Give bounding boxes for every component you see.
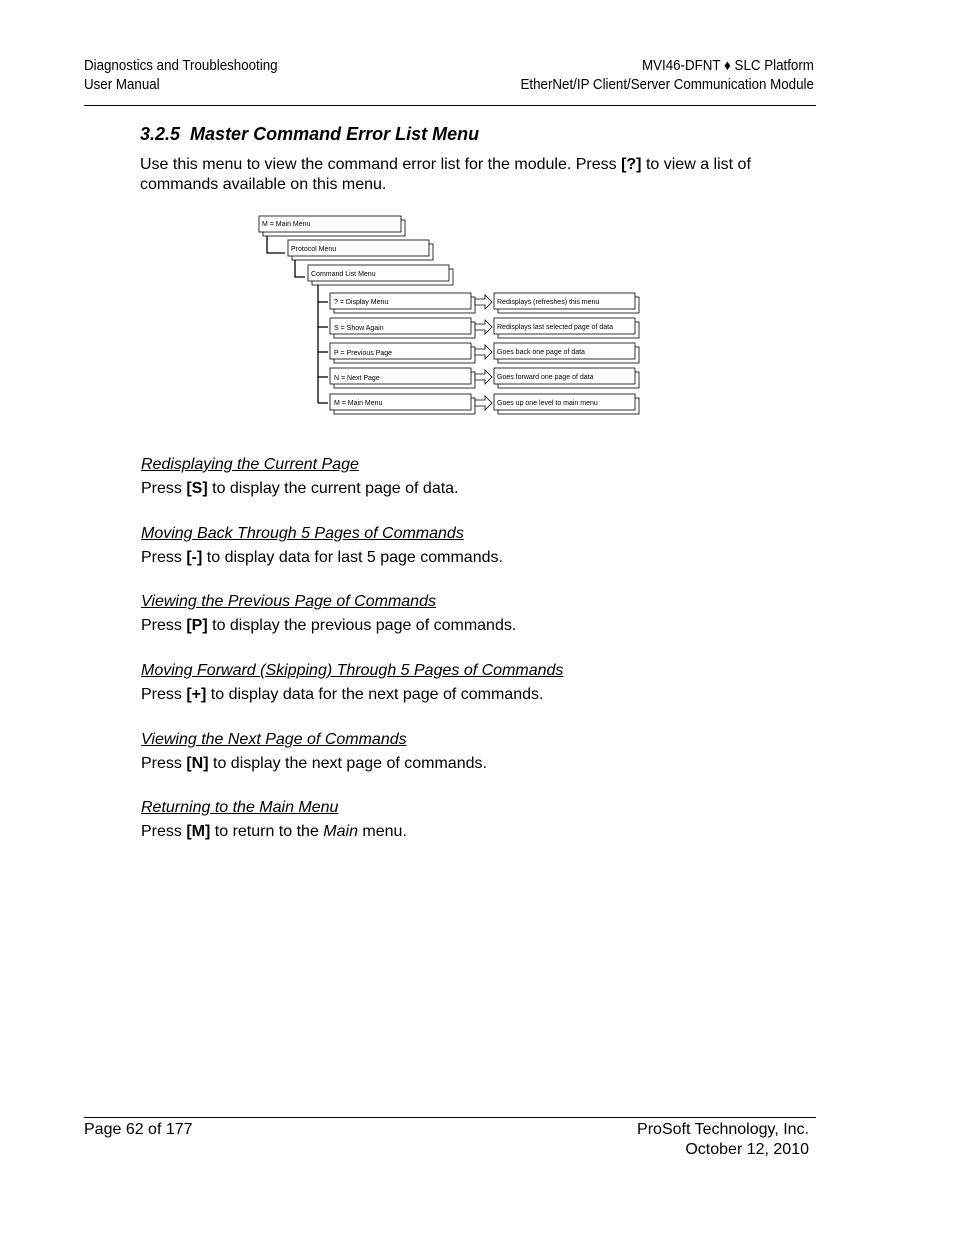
- arrow-right-icon: [475, 345, 492, 359]
- command-desc-box: [494, 368, 639, 388]
- command-desc-box: [494, 343, 639, 363]
- command-key-label: ? = Display Menu: [334, 299, 389, 306]
- key-label: [-]: [186, 549, 203, 566]
- subsection: [141, 661, 563, 705]
- subsection-body: Press [P] to display the previous page of commands.: [141, 617, 517, 634]
- command-desc-label: Redisplays (refreshes) this menu: [497, 299, 600, 306]
- running-header-right: [521, 57, 814, 95]
- subsection-body: Press [S] to display the current page of data.: [141, 480, 459, 497]
- command-key-label: N = Next Page: [334, 375, 380, 382]
- subsection: [141, 524, 503, 568]
- subsection-body: Press [N] to display the next page of commands.: [141, 755, 487, 772]
- connector-protocol-to-command: [295, 259, 305, 277]
- command-desc-label: Goes forward one page of data: [497, 374, 594, 381]
- main-menu-box: [259, 216, 405, 236]
- footer-rule: [84, 1117, 816, 1118]
- subsection-heading: Moving Back Through 5 Pages of Commands: [141, 525, 464, 542]
- intro-text-end: to view a list of commands available on this menu.: [140, 156, 751, 193]
- protocol-menu-label: Protocol Menu: [291, 246, 337, 253]
- subsection: [141, 455, 459, 499]
- arrow-right-icon: [475, 295, 492, 309]
- subsection: [141, 592, 516, 636]
- key-label: [P]: [186, 617, 208, 634]
- subsection: [141, 798, 407, 842]
- command-key-box: [330, 343, 475, 363]
- footer-date: October 12, 2010: [685, 1141, 809, 1158]
- footer-right: [637, 1120, 809, 1160]
- header-doc-type: User Manual: [84, 77, 160, 93]
- main-menu-label: M = Main Menu: [262, 221, 311, 228]
- section-number: 3.2.5: [140, 124, 181, 144]
- command-desc-label: Redisplays last selected page of data: [497, 324, 613, 331]
- command-list-menu-label: Command List Menu: [311, 271, 376, 278]
- subsection-heading: Viewing the Next Page of Commands: [141, 731, 407, 748]
- command-key-box: [330, 368, 475, 388]
- connector-main-to-protocol: [267, 234, 285, 253]
- header-chapter: Diagnostics and Troubleshooting: [84, 58, 278, 74]
- command-list-menu-box: [308, 265, 453, 285]
- subsection-body: Press [-] to display data for last 5 page commands.: [141, 549, 503, 566]
- menu-diagram: [255, 213, 645, 423]
- intro-text: Use this menu to view the command error list for the module. Press: [140, 156, 622, 173]
- subsection-heading: Moving Forward (Skipping) Through 5 Pages of Commands: [141, 662, 564, 679]
- command-desc-box: [494, 293, 639, 313]
- command-desc-box: [494, 318, 639, 338]
- arrow-right-icon: [475, 320, 492, 334]
- subsection-body: Press [M] to return to the Main menu.: [141, 823, 407, 840]
- section-title: [140, 124, 479, 145]
- command-desc-label: Goes back one page of data: [497, 349, 585, 356]
- command-key-box: [330, 293, 475, 313]
- command-desc-label: Goes up one level to main menu: [497, 400, 598, 407]
- command-key-box: [330, 318, 475, 338]
- command-key-box: [330, 394, 475, 414]
- header-rule: [84, 105, 816, 106]
- subsection-heading: Returning to the Main Menu: [141, 799, 339, 816]
- header-product: MVI46-DFNT ♦ SLC Platform: [642, 58, 814, 74]
- key-label: [N]: [186, 755, 209, 772]
- subsection-heading: Redisplaying the Current Page: [141, 456, 359, 473]
- protocol-menu-box: [288, 240, 433, 260]
- header-module: EtherNet/IP Client/Server Communication Module: [520, 77, 814, 93]
- command-key-label: S = Show Again: [334, 325, 384, 332]
- intro-key: [?]: [621, 156, 642, 173]
- menu-name: Main: [323, 823, 358, 840]
- subsection-body: Press [+] to display data for the next page of commands.: [141, 686, 544, 703]
- section-title-text: Master Command Error List Menu: [190, 124, 480, 144]
- key-label: [M]: [186, 823, 211, 840]
- key-label: [+]: [186, 686, 207, 703]
- page-number: Page 62 of 177: [84, 1121, 193, 1138]
- running-header-left: [84, 57, 278, 95]
- command-desc-box: [494, 394, 639, 414]
- footer-company: ProSoft Technology, Inc.: [637, 1121, 809, 1138]
- subsection-heading: Viewing the Previous Page of Commands: [141, 593, 436, 610]
- command-key-label: M = Main Menu: [334, 400, 383, 407]
- arrow-right-icon: [475, 396, 492, 410]
- subsection: [141, 730, 487, 774]
- command-key-label: P = Previous Page: [334, 350, 393, 357]
- key-label: [S]: [186, 480, 208, 497]
- arrow-right-icon: [475, 370, 492, 384]
- intro-paragraph: [140, 155, 780, 195]
